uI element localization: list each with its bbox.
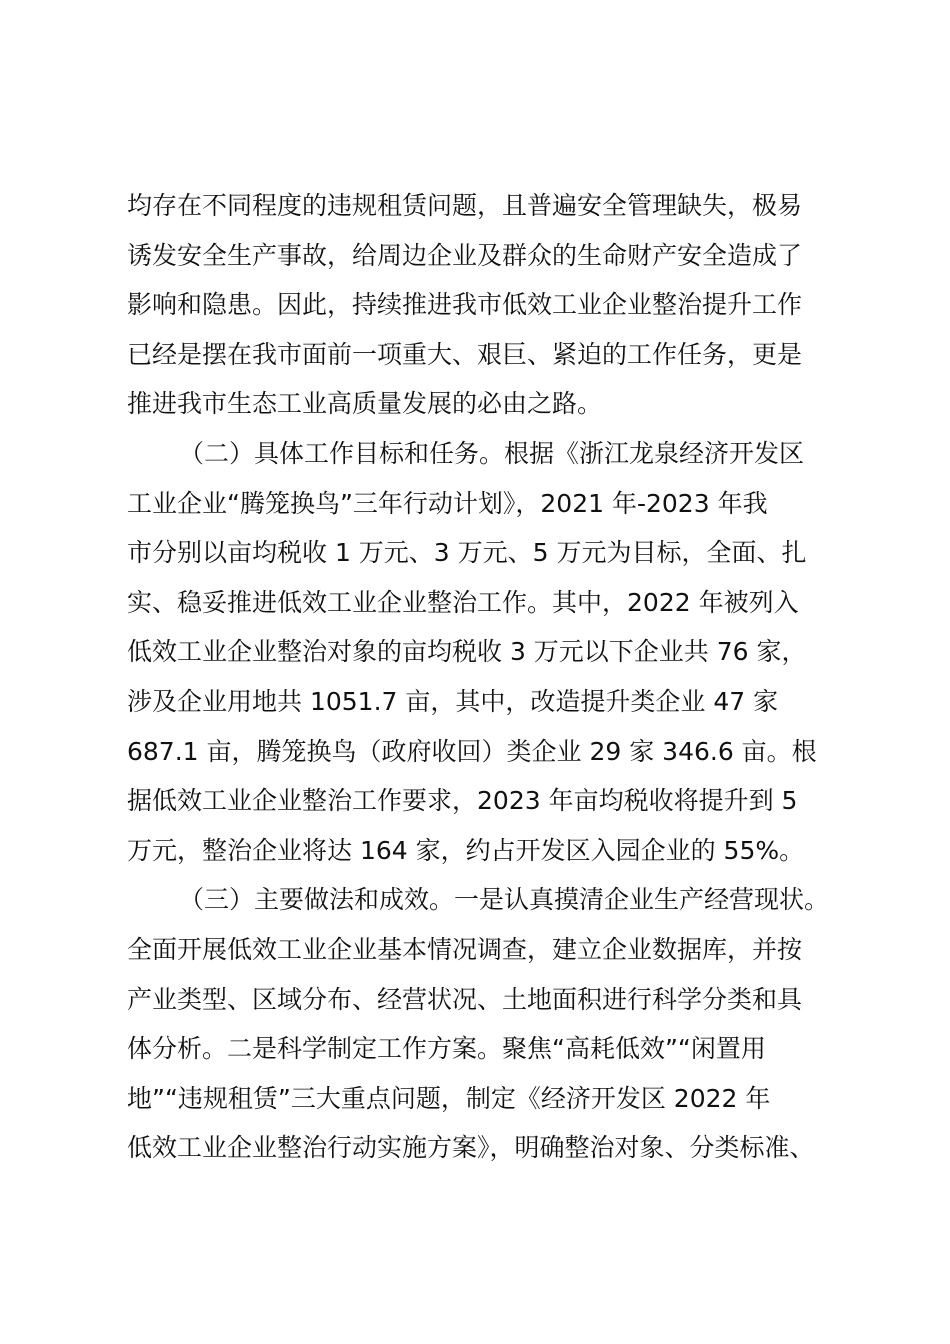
section-heading-line: （二）具体工作目标和任务。根据《浙江龙泉经济开发区 (179, 438, 805, 468)
text-line: 已经是摆在我市面前一项重大、艰巨、紧迫的工作任务，更是 (127, 339, 803, 369)
text-line: 据低效工业企业整治工作要求，2023 年亩均税收将提升到 5 (127, 786, 798, 816)
text-line: 影响和隐患。因此，持续推进我市低效工业企业整治提升工作 (127, 290, 803, 320)
section-heading-line: （三）主要做法和成效。一是认真摸清企业生产经营现状。 (179, 885, 830, 915)
body-text (127, 181, 847, 1173)
text-line: 687.1 亩，腾笼换鸟（政府收回）类企业 29 家 346.6 亩。根 (127, 736, 817, 766)
text-line: 万元，整治企业将达 164 家，约占开发区入园企业的 55%。 (127, 835, 805, 865)
text-line: 工业企业“腾笼换鸟”三年行动计划》，2021 年-2023 年我 (127, 488, 768, 518)
text-line: 体分析。二是科学制定工作方案。聚焦“高耗低效”“闲置用 (127, 1034, 766, 1064)
text-line: 市分别以亩均税收 1 万元、3 万元、5 万元为目标，全面、扎 (127, 538, 807, 568)
text-line: 均存在不同程度的违规租赁问题，且普遍安全管理缺失，极易 (127, 191, 803, 220)
text-line: 产业类型、区域分布、经营状况、土地面积进行科学分类和具 (127, 984, 803, 1014)
text-line: 涉及企业用地共 1051.7 亩，其中，改造提升类企业 47 家 (127, 686, 779, 716)
text-line: 全面开展低效工业企业基本情况调查，建立企业数据库，并按 (127, 934, 803, 964)
text-line: 实、稳妥推进低效工业企业整治工作。其中，2022 年被列入 (127, 587, 799, 617)
text-line: 低效工业企业整治行动实施方案》，明确整治对象、分类标准、 (127, 1133, 815, 1163)
text-line: 推进我市生态工业高质量发展的必由之路。 (127, 389, 603, 419)
text-line: 低效工业企业整治对象的亩均税收 3 万元以下企业共 76 家， (127, 637, 807, 667)
text-line: 诱发安全生产事故，给周边企业及群众的生命财产安全造成了 (127, 240, 803, 270)
text-line: 地”“违规租赁”三大重点问题，制定《经济开发区 2022 年 (127, 1083, 771, 1113)
